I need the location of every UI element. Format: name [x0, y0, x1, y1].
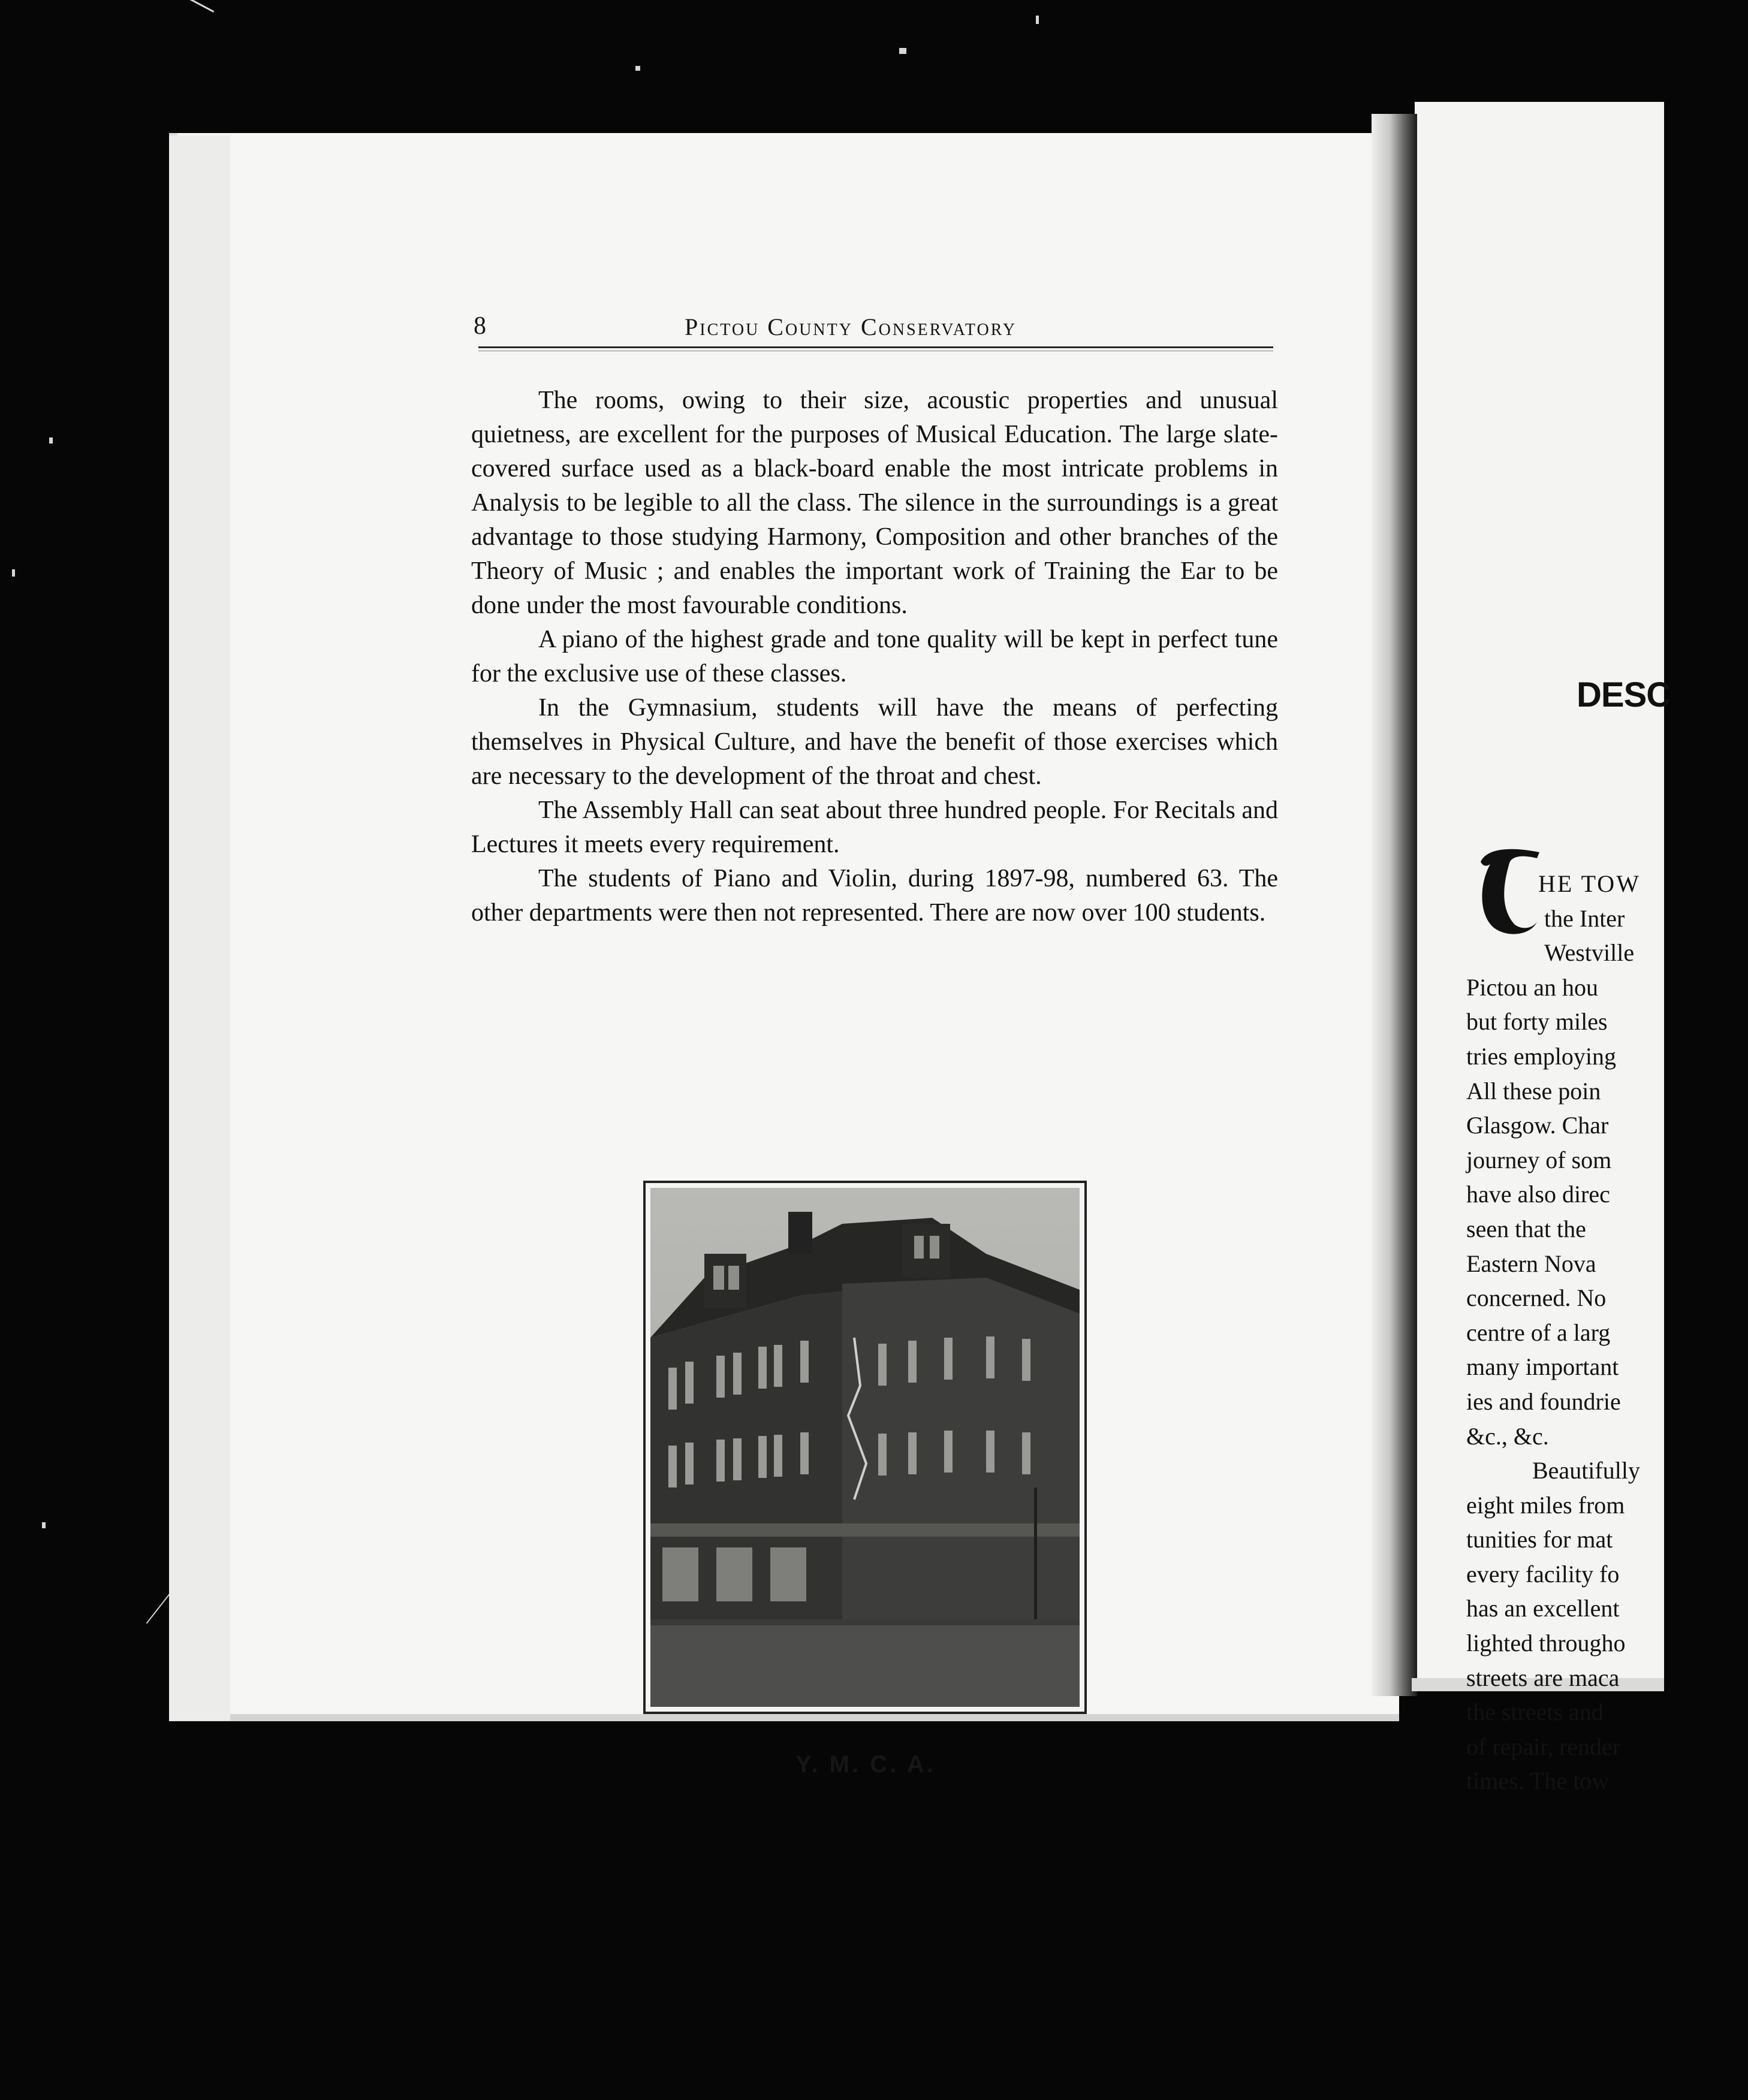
running-head-title: Pictou County Conservatory — [685, 313, 1017, 340]
text-line: seen that the — [1466, 1215, 1586, 1242]
paragraph: The Assembly Hall can seat about three hundred people. For Recitals and Lectures it meets every requirement. — [471, 796, 1278, 858]
text-line: HE TOW — [1538, 870, 1641, 897]
paragraph: A piano of the highest grade and tone quality will be kept in perfect tune for the exclusive use of these classes. — [471, 626, 1278, 687]
scan-speck — [635, 66, 640, 71]
scan-speck — [42, 1522, 46, 1528]
ymca-building-image — [650, 1188, 1080, 1707]
text-line: journey of som — [1466, 1146, 1612, 1173]
text-line: every facility fo — [1466, 1560, 1620, 1588]
paragraph: The rooms, owing to their size, acoustic properties and unusual quietness, are excellent for the purposes of Musical Education. The large slate-covered surface used as a black-board enable the most intricate problems in Analysis to be legible to all the class. The silence in the surroundings is a great advantage to those studying Harmony, Composition and other branches of the Theory of Music ; and enables the important work of Training the Ear to be done under the most favourable conditions. — [471, 387, 1278, 619]
text-line: Eastern Nova — [1466, 1250, 1596, 1277]
right-page-text — [1466, 867, 1670, 1799]
left-page-edge — [169, 135, 230, 1721]
text-line: ies and foundrie — [1466, 1387, 1621, 1415]
text-line: streets are maca — [1466, 1664, 1620, 1691]
text-line: the Inter — [1544, 904, 1625, 932]
ymca-photograph — [643, 1181, 1087, 1714]
text-line: tries employing — [1466, 1042, 1616, 1070]
running-head — [474, 304, 1271, 346]
text-line: Westville — [1544, 939, 1635, 967]
book-gutter — [1372, 114, 1417, 1696]
text-line: but forty miles — [1466, 1008, 1608, 1036]
text-line: eight miles from — [1466, 1491, 1625, 1519]
text-line: Glasgow. Char — [1466, 1112, 1609, 1139]
dropcap-text: T — [1352, 725, 1353, 726]
body-text — [471, 384, 1278, 930]
paragraph: In the Gymnasium, students will have the means of perfecting themselves in Physical Culture, and have the benefit of those exercises which are necessary to the development of the throat and chest. — [471, 694, 1278, 790]
head-rule — [478, 346, 1273, 348]
text-line: times. The tow — [1466, 1767, 1610, 1795]
right-page-heading: DESC — [1577, 675, 1671, 714]
paragraph: The students of Piano and Violin, during 1897-98, numbered 63. The other departments were then not represented. There are now over 100 students. — [471, 865, 1278, 927]
page-number: 8 — [474, 312, 486, 340]
scan-speck — [12, 569, 15, 577]
text-line: tunities for mat — [1466, 1526, 1613, 1553]
text-line: Pictou an hou — [1466, 973, 1598, 1001]
scan-speck — [182, 0, 214, 13]
text-line: concerned. No — [1466, 1284, 1607, 1312]
scan-speck — [49, 437, 53, 443]
text-line: lighted througho — [1466, 1630, 1626, 1657]
scan-speck — [899, 48, 906, 54]
text-line: the streets and — [1466, 1698, 1604, 1726]
text-line: All these poin — [1466, 1077, 1601, 1105]
photo-caption: Y. M. C. A. — [795, 1751, 936, 1778]
text-line: many important — [1466, 1353, 1619, 1381]
text-line: has an excellent — [1466, 1595, 1620, 1622]
scan-speck — [1036, 16, 1039, 24]
text-line: centre of a larg — [1466, 1318, 1611, 1346]
text-line: have also direc — [1466, 1181, 1610, 1208]
text-line: of repair, render — [1466, 1733, 1621, 1760]
text-line: &c., &c. — [1466, 1422, 1549, 1450]
text-line: Beautifully — [1532, 1457, 1640, 1485]
